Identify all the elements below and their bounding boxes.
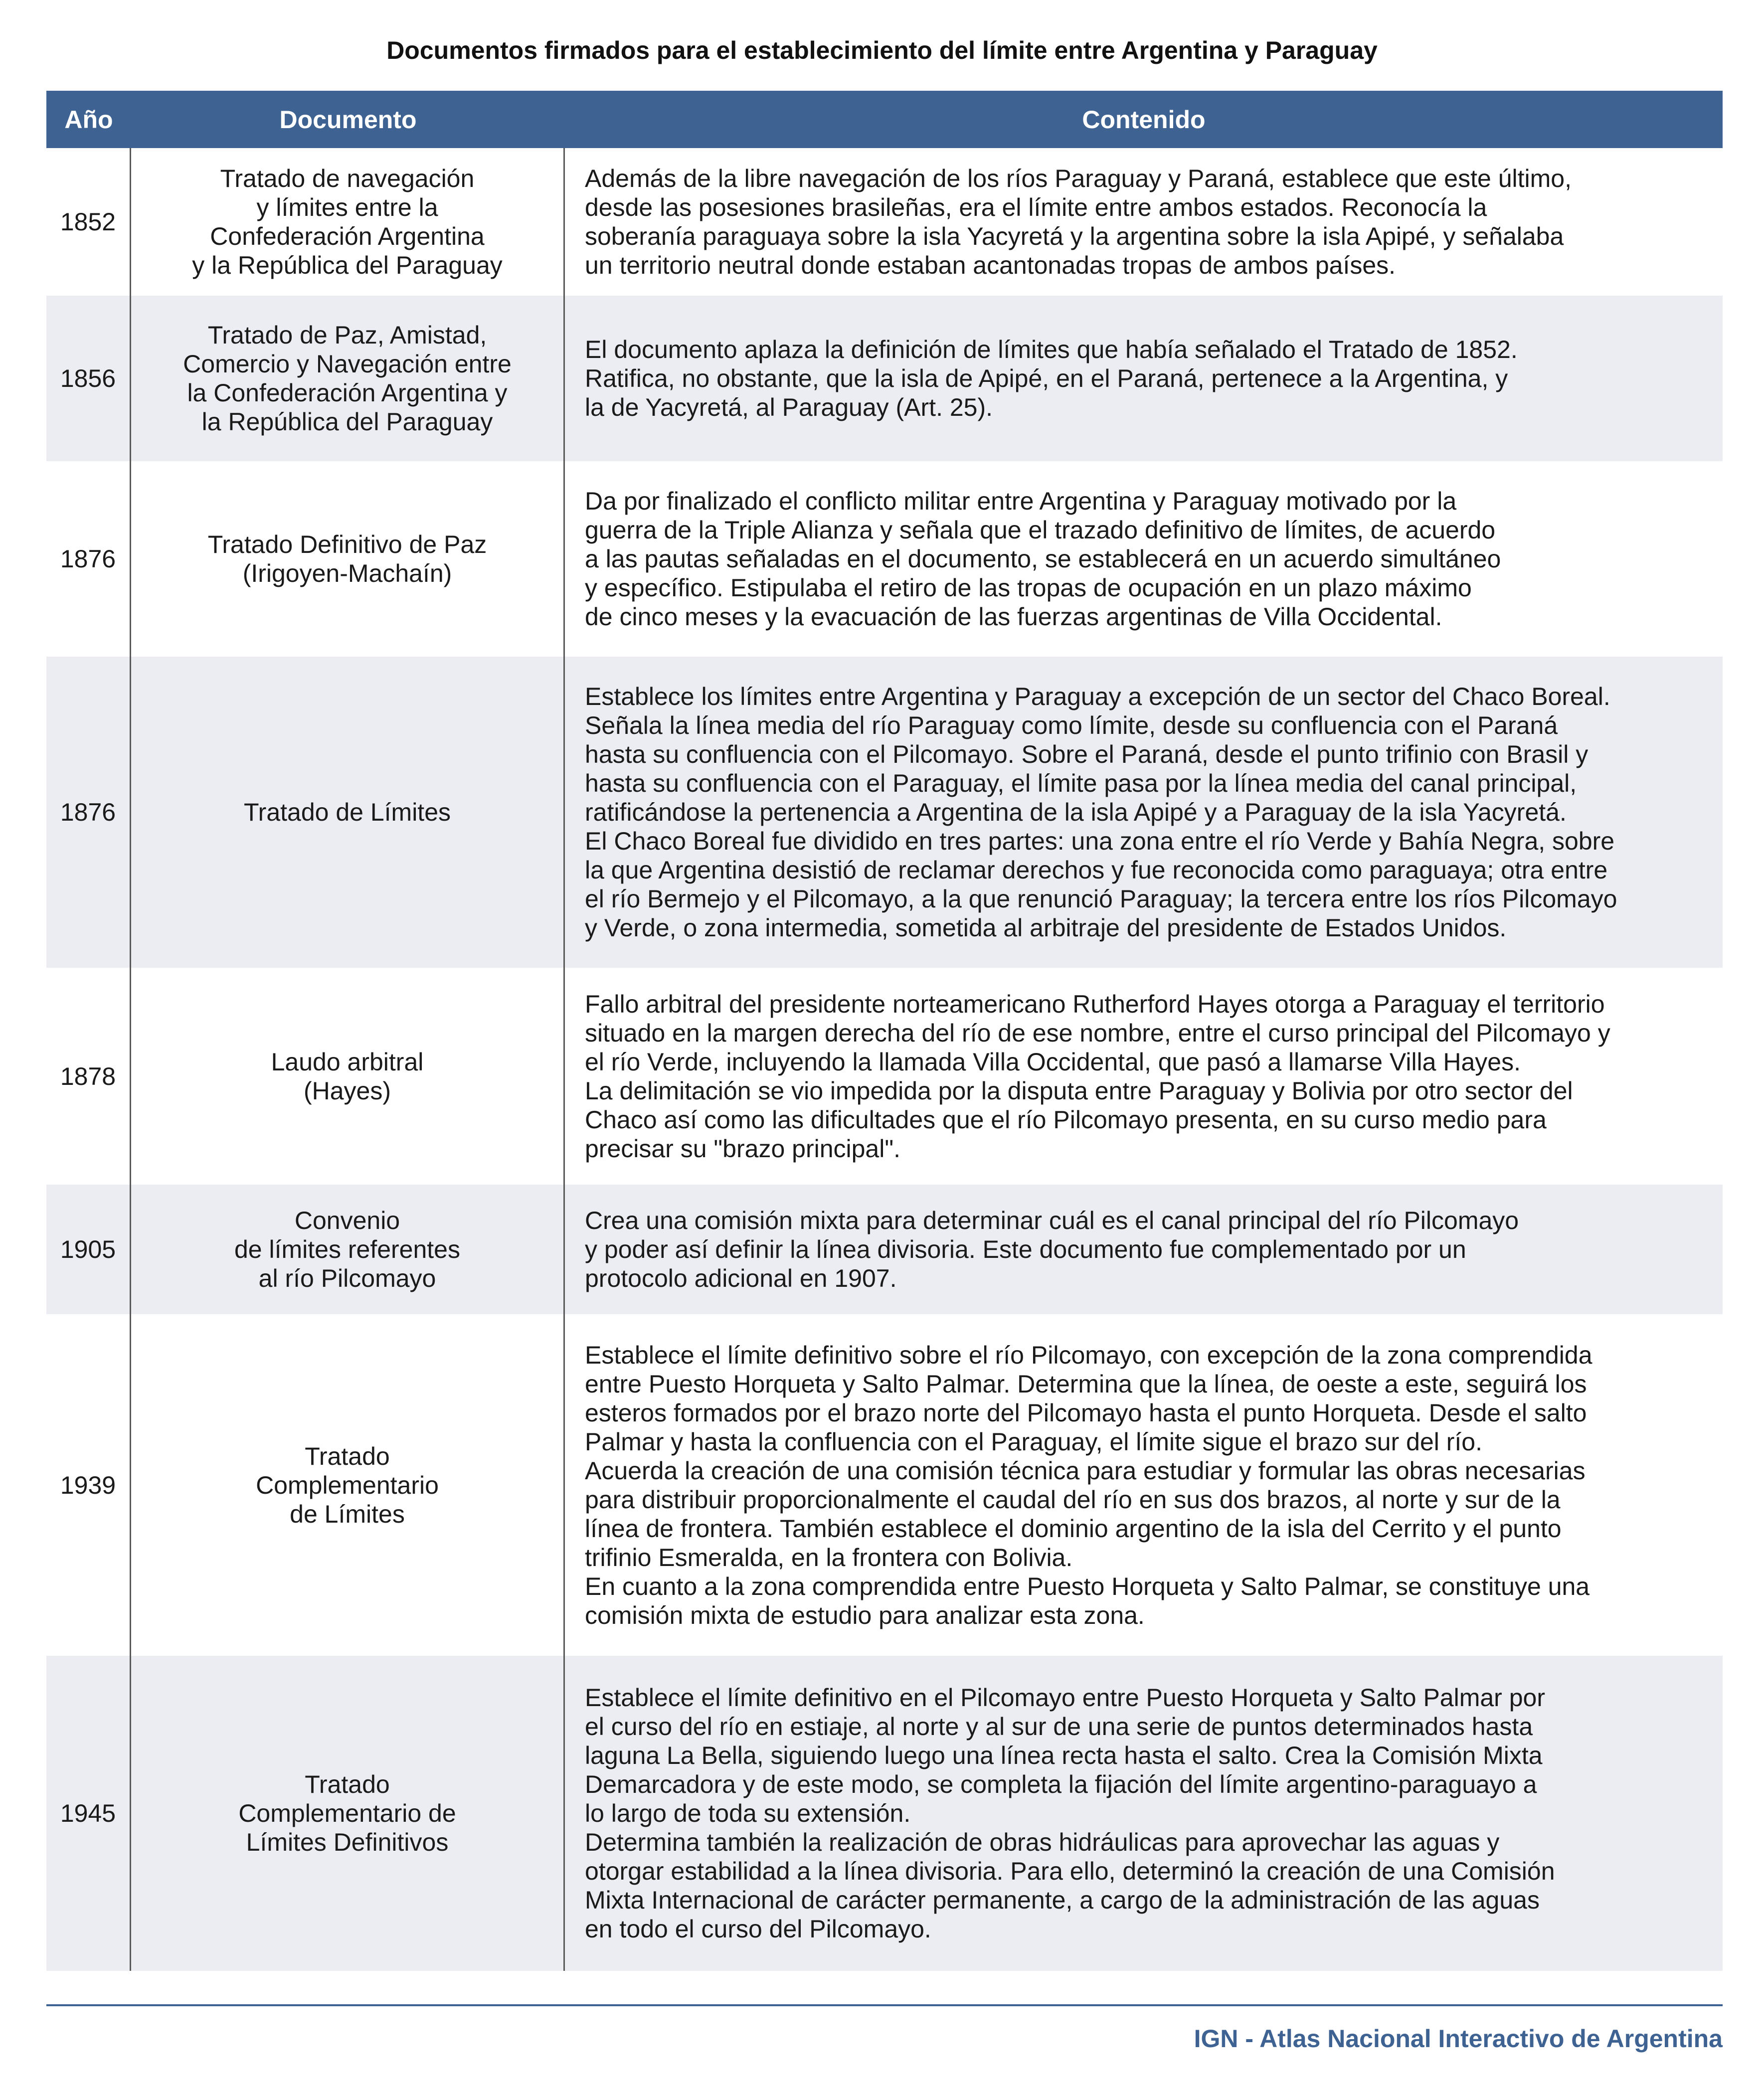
cell-year: 1945 xyxy=(46,1656,131,1971)
cell-content: Establece los límites entre Argentina y Paraguay a excepción de un sector del Chaco Boreal. Señala la línea media del río Paraguay como límite, desde su confluencia con el Paraná hasta su confluencia con el Pilcomayo. Sobre el Paraná, desde el punto trifinio con Brasil y hasta su confluencia con el Paraguay, el límite pasa por la línea media del canal principal, ratificándose la pertenencia a Argentina de la isla Apipé y a Paraguay de la isla Yacyretá. El Chaco Boreal fue dividido en tres partes: una zona entre el río Verde y Bahía Negra, sobre la que Argentina desistió de reclamar derechos y fue reconocida como paraguaya; otra entre el río Bermejo y el Pilcomayo, a la que renunció Paraguay; la tercera entre los ríos Pilcomayo y Verde, o zona intermedia, sometida al arbitraje del presidente de Estados Unidos. xyxy=(585,683,1617,942)
cell-document: Tratado de navegación y límites entre la Confederación Argentina y la República del Paraguay xyxy=(131,148,565,296)
table-row xyxy=(46,657,1723,968)
cell-content: Crea una comisión mixta para determinar cuál es el canal principal del río Pilcomayo y poder así definir la línea divisoria. Este documento fue complementado por un protocolo adicional en 1907. xyxy=(585,1207,1519,1292)
cell-content: Además de la libre navegación de los ríos Paraguay y Paraná, establece que este último, desde las posesiones brasileñas, era el límite entre ambos estados. Reconocía la soberanía paraguaya sobre la isla Yacyretá y la argentina sobre la isla Apipé, y señalaba un territorio neutral donde estaban acantonadas tropas de ambos países. xyxy=(585,165,1572,279)
header-year: Año xyxy=(64,105,113,134)
header-document: Documento xyxy=(279,105,417,134)
cell-content: El documento aplaza la definición de límites que había señalado el Tratado de 1852. Ratifica, no obstante, que la isla de Apipé, en el Paraná, pertenece a la Argentina, y la de Yacyretá, al Paraguay (Art. 25). xyxy=(585,336,1518,421)
cell-document: Tratado de Paz, Amistad, Comercio y Navegación entre la Confederación Argentina y la República del Paraguay xyxy=(131,296,565,461)
table-row xyxy=(46,968,1723,1185)
documents-table xyxy=(46,91,1723,1971)
cell-year: 1876 xyxy=(46,657,131,968)
table-row xyxy=(46,461,1723,657)
cell-year: 1878 xyxy=(46,968,131,1185)
table-row xyxy=(46,148,1723,296)
cell-year: 1905 xyxy=(46,1185,131,1314)
table-row xyxy=(46,1185,1723,1314)
cell-document: Convenio de límites referentes al río Pilcomayo xyxy=(131,1185,565,1314)
cell-content: Establece el límite definitivo en el Pilcomayo entre Puesto Horqueta y Salto Palmar por el curso del río en estiaje, al norte y al sur de una serie de puntos determinados hasta laguna La Bella, siguiendo luego una línea recta hasta el salto. Crea la Comisión Mixta Demarcadora y de este modo, se completa la fijación del límite argentino-paraguayo a lo largo de toda su extensión. Determina también la realización de obras hidráulicas para aprovechar las aguas y otorgar estabilidad a la línea divisoria. Para ello, determinó la creación de una Comisión Mixta Internacional de carácter permanente, a cargo de la administración de las aguas en todo el curso del Pilcomayo. xyxy=(585,1684,1555,1943)
source-credit: IGN - Atlas Nacional Interactivo de Argentina xyxy=(1194,2025,1723,2053)
table-header xyxy=(46,91,1723,148)
cell-document: Tratado Complementario de Límites xyxy=(131,1314,565,1656)
header-content: Contenido xyxy=(1082,105,1206,134)
cell-document: Laudo arbitral (Hayes) xyxy=(131,968,565,1185)
cell-year: 1852 xyxy=(46,148,131,296)
cell-document: Tratado Definitivo de Paz (Irigoyen-Machaín) xyxy=(131,461,565,657)
page-title: Documentos firmados para el establecimiento del límite entre Argentina y Paraguay xyxy=(386,36,1378,64)
table-row xyxy=(46,1314,1723,1656)
cell-year: 1856 xyxy=(46,296,131,461)
cell-year: 1876 xyxy=(46,461,131,657)
cell-document: Tratado de Límites xyxy=(131,657,565,968)
cell-document: Tratado Complementario de Límites Definitivos xyxy=(131,1656,565,1971)
cell-content: Fallo arbitral del presidente norteamericano Rutherford Hayes otorga a Paraguay el territorio situado en la margen derecha del río de ese nombre, entre el curso principal del Pilcomayo y el río Verde, incluyendo la llamada Villa Occidental, que pasó a llamarse Villa Hayes. La delimitación se vio impedida por la disputa entre Paraguay y Bolivia por otro sector del Chaco así como las dificultades que el río Pilcomayo presenta, en su curso medio para precisar su "brazo principal". xyxy=(585,990,1610,1163)
cell-content: Da por finalizado el conflicto militar entre Argentina y Paraguay motivado por la guerra de la Triple Alianza y señala que el trazado definitivo de límites, de acuerdo a las pautas señaladas en el documento, se establecerá en un acuerdo simultáneo y específico. Estipulaba el retiro de las tropas de ocupación en un plazo máximo de cinco meses y la evacuación de las fuerzas argentinas de Villa Occidental. xyxy=(585,487,1501,631)
table-row xyxy=(46,296,1723,461)
cell-year: 1939 xyxy=(46,1314,131,1656)
cell-content: Establece el límite definitivo sobre el río Pilcomayo, con excepción de la zona comprendida entre Puesto Horqueta y Salto Palmar. Determina que la línea, de oeste a este, seguirá los esteros formados por el brazo norte del Pilcomayo hasta el punto Horqueta. Desde el salto Palmar y hasta la confluencia con el Paraguay, el límite sigue el brazo sur del río. Acuerda la creación de una comisión técnica para estudiar y formular las obras necesarias para distribuir proporcionalmente el caudal del río en sus dos brazos, al norte y sur de la línea de frontera. También establece el dominio argentino de la isla del Cerrito y el punto trifinio Esmeralda, en la frontera con Bolivia. En cuanto a la zona comprendida entre Puesto Horqueta y Salto Palmar, se constituye una comisión mixta de estudio para analizar esta zona. xyxy=(585,1341,1592,1629)
table-row xyxy=(46,1656,1723,1971)
footer-divider xyxy=(46,2004,1723,2006)
